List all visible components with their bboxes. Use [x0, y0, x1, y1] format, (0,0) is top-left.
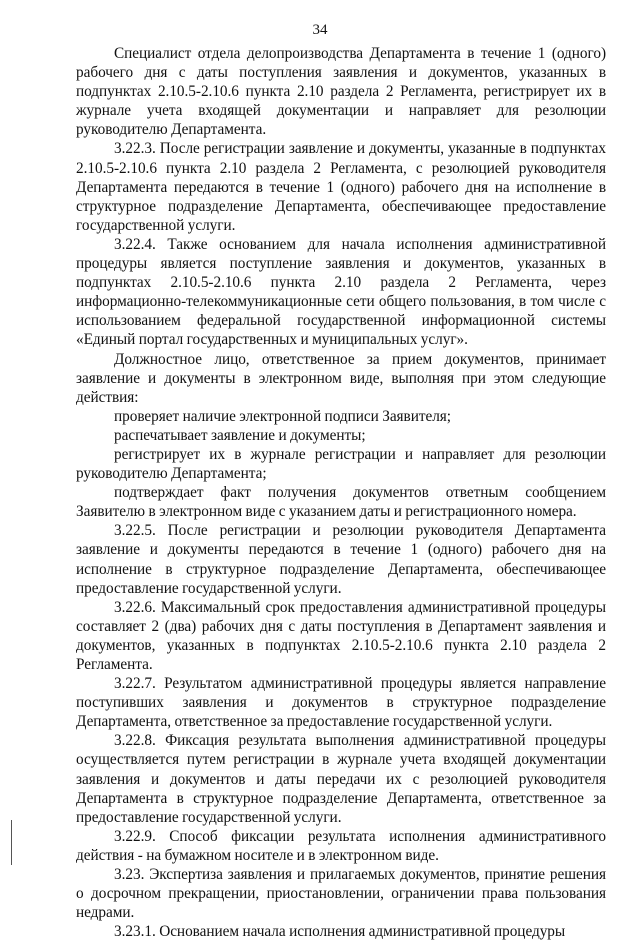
- paragraph-action-print: распечатывает заявление и документы;: [114, 426, 366, 444]
- paragraph-3-22-7: 3.22.7. Результатом административной процедуры является направление поступивших заявления и документов в структурное подразделение Департамента, ответственное за предоставление государственной услуги.: [76, 675, 606, 731]
- paragraph-3-22-4: 3.22.4. Также основанием для начала исполнения административной процедуры является поступление заявления и документов, указанных в подпунктах 2.10.5-2.10.6 пункта 2.10 раздела 2 Регламента, через информационно-телекоммуникационные сети общего пользования, в том числе с использованием федеральной государственной информационной системы «Единый портал государственных и муниципальных услуг».: [76, 235, 606, 349]
- paragraph-3-22-8: 3.22.8. Фиксация результата выполнения административной процедуры осуществляется путем регистрации в журнале учета входящей документации заявления и документов и даты передачи их с резолюцией руководителя Департамента в структурное подразделение Департамента, ответственное за предоставление государственной услуги.: [76, 732, 606, 826]
- paragraph-action-register: регистрирует их в журнале регистрации и направляет для резолюции руководителю Департамента;: [76, 445, 606, 483]
- scan-edge-mark: [11, 820, 12, 865]
- paragraph-3-22-6: 3.22.6. Максимальный срок предоставления административной процедуры составляет 2 (два) рабочих дня с даты поступления в Департамент заявления и документов, указанных в подпунктах 2.10.5-2.10.6 пункта 2.10 раздела 2 Регламента.: [76, 598, 606, 673]
- paragraph-registration-specialist: Специалист отдела делопроизводства Департамента в течение 1 (одного) рабочего дня с даты поступления заявления и документов, указанных в подпунктах 2.10.5-2.10.6 пункта 2.10 раздела 2 Регламента, регистрирует их в журнале учета входящей документации и направляет для резолюции руководителю Департамента.: [76, 45, 606, 139]
- paragraph-official-actions-intro: Должностное лицо, ответственное за прием документов, принимает заявление и документы в электронном виде, выполняя при этом следующие действия:: [76, 350, 606, 406]
- paragraph-3-22-5: 3.22.5. После регистрации и резолюции руководителя Департамента заявление и документы передаются в течение 1 (одного) рабочего дня на исполнение в структурное подразделение Департамента, обеспечивающее предоставление государственной услуги.: [76, 522, 606, 597]
- paragraph-3-22-9: 3.22.9. Способ фиксации результата исполнения административного действия - на бумажном носителе и в электронном виде.: [76, 827, 606, 864]
- paragraph-3-22-3: 3.22.3. После регистрации заявление и документы, указанные в подпунктах 2.10.5-2.10.6 пункта 2.10 раздела 2 Регламента, с резолюцией руководителя Департамента передаются в течение 1 (одного) рабочего дня на исполнение в структурное подразделение Департамента, обеспечивающее предоставление государственной услуги.: [76, 140, 606, 234]
- page-number: 34: [312, 22, 328, 38]
- paragraph-action-check-signature: проверяет наличие электронной подписи Заявителя;: [114, 407, 451, 425]
- paragraph-action-confirm: подтверждает факт получения документов ответным сообщением Заявителю в электронном виде с указанием даты и регистрационного номера.: [76, 484, 606, 521]
- document-body: [76, 44, 606, 941]
- paragraph-3-23: 3.23. Экспертиза заявления и прилагаемых документов, принятие решения о досрочном прекращении, приостановлении, ограничении права пользования недрами.: [76, 866, 606, 922]
- paragraph-3-23-1: 3.23.1. Основанием начала исполнения административной процедуры: [114, 923, 566, 941]
